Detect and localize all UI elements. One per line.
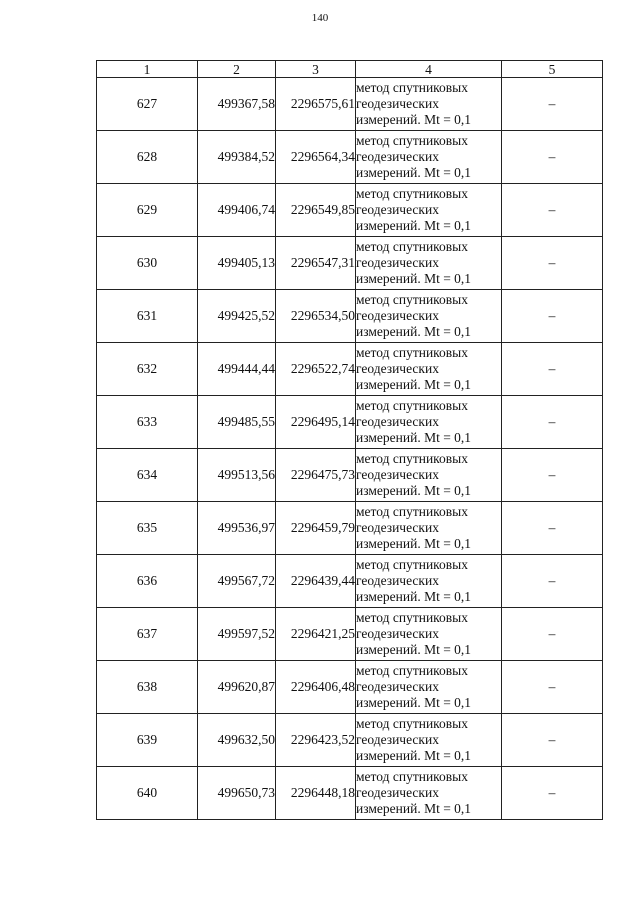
y-coordinate-cell: 2296421,25: [276, 608, 356, 661]
method-text-line: метод спутниковых: [356, 557, 468, 572]
y-coordinate-cell: 2296423,52: [276, 714, 356, 767]
point-number-cell: 637: [97, 608, 198, 661]
method-text-line: метод спутниковых: [356, 133, 468, 148]
table-body: [97, 78, 603, 820]
note-cell: –: [502, 661, 603, 714]
table-row: [97, 449, 603, 502]
x-coordinate-cell: 499444,44: [198, 343, 276, 396]
y-coordinate-cell: 2296564,34: [276, 131, 356, 184]
method-text-line: метод спутниковых: [356, 504, 468, 519]
method-text-line: геодезических: [356, 149, 439, 164]
y-coordinate-cell: 2296575,61: [276, 78, 356, 131]
method-text-line: метод спутниковых: [356, 769, 468, 784]
point-number-cell: 633: [97, 396, 198, 449]
x-coordinate-cell: 499620,87: [198, 661, 276, 714]
method-text-line: измерений. Mt = 0,1: [356, 642, 472, 657]
x-coordinate-cell: 499513,56: [198, 449, 276, 502]
note-cell: –: [502, 555, 603, 608]
point-number-cell: 634: [97, 449, 198, 502]
method-cell: [356, 449, 502, 502]
y-coordinate-cell: 2296522,74: [276, 343, 356, 396]
coordinates-table: [96, 60, 603, 820]
method-text-line: измерений. Mt = 0,1: [356, 271, 472, 286]
method-text-line: метод спутниковых: [356, 663, 468, 678]
header-col-2: 2: [198, 61, 276, 78]
method-text-line: метод спутниковых: [356, 398, 468, 413]
x-coordinate-cell: 499536,97: [198, 502, 276, 555]
note-cell: –: [502, 502, 603, 555]
y-coordinate-cell: 2296475,73: [276, 449, 356, 502]
point-number-cell: 628: [97, 131, 198, 184]
point-number-cell: 632: [97, 343, 198, 396]
method-text-line: геодезических: [356, 520, 439, 535]
point-number-cell: 640: [97, 767, 198, 820]
method-text-line: геодезических: [356, 414, 439, 429]
method-text-line: метод спутниковых: [356, 610, 468, 625]
y-coordinate-cell: 2296534,50: [276, 290, 356, 343]
x-coordinate-cell: 499384,52: [198, 131, 276, 184]
table-row: [97, 290, 603, 343]
method-text-line: метод спутниковых: [356, 80, 468, 95]
method-text-line: измерений. Mt = 0,1: [356, 695, 472, 710]
method-text-line: геодезических: [356, 785, 439, 800]
x-coordinate-cell: 499650,73: [198, 767, 276, 820]
method-text-line: измерений. Mt = 0,1: [356, 483, 472, 498]
method-cell: [356, 661, 502, 714]
y-coordinate-cell: 2296406,48: [276, 661, 356, 714]
method-cell: [356, 396, 502, 449]
method-text-line: геодезических: [356, 361, 439, 376]
method-text-line: метод спутниковых: [356, 716, 468, 731]
note-cell: –: [502, 131, 603, 184]
x-coordinate-cell: 499597,52: [198, 608, 276, 661]
method-text-line: измерений. Mt = 0,1: [356, 536, 472, 551]
x-coordinate-cell: 499405,13: [198, 237, 276, 290]
x-coordinate-cell: 499567,72: [198, 555, 276, 608]
note-cell: –: [502, 714, 603, 767]
method-text-line: измерений. Mt = 0,1: [356, 112, 472, 127]
x-coordinate-cell: 499425,52: [198, 290, 276, 343]
note-cell: –: [502, 396, 603, 449]
table-header-row: [97, 61, 603, 78]
table-row: [97, 237, 603, 290]
point-number-cell: 630: [97, 237, 198, 290]
method-text-line: геодезических: [356, 732, 439, 747]
table-row: [97, 78, 603, 131]
table-row: [97, 714, 603, 767]
method-text-line: метод спутниковых: [356, 239, 468, 254]
table-row: [97, 608, 603, 661]
method-text-line: геодезических: [356, 679, 439, 694]
method-cell: [356, 131, 502, 184]
header-col-1: 1: [97, 61, 198, 78]
method-text-line: геодезических: [356, 255, 439, 270]
y-coordinate-cell: 2296547,31: [276, 237, 356, 290]
note-cell: –: [502, 449, 603, 502]
x-coordinate-cell: 499406,74: [198, 184, 276, 237]
point-number-cell: 638: [97, 661, 198, 714]
note-cell: –: [502, 608, 603, 661]
y-coordinate-cell: 2296459,79: [276, 502, 356, 555]
note-cell: –: [502, 78, 603, 131]
method-cell: [356, 343, 502, 396]
point-number-cell: 631: [97, 290, 198, 343]
method-text-line: метод спутниковых: [356, 451, 468, 466]
method-text-line: измерений. Mt = 0,1: [356, 589, 472, 604]
table-row: [97, 661, 603, 714]
y-coordinate-cell: 2296448,18: [276, 767, 356, 820]
method-text-line: измерений. Mt = 0,1: [356, 165, 472, 180]
method-cell: [356, 555, 502, 608]
point-number-cell: 627: [97, 78, 198, 131]
note-cell: –: [502, 767, 603, 820]
method-cell: [356, 608, 502, 661]
header-col-5: 5: [502, 61, 603, 78]
y-coordinate-cell: 2296439,44: [276, 555, 356, 608]
method-text-line: метод спутниковых: [356, 186, 468, 201]
header-col-4: 4: [356, 61, 502, 78]
x-coordinate-cell: 499485,55: [198, 396, 276, 449]
method-text-line: измерений. Mt = 0,1: [356, 430, 472, 445]
method-text-line: измерений. Mt = 0,1: [356, 218, 472, 233]
table-row: [97, 555, 603, 608]
table-row: [97, 343, 603, 396]
point-number-cell: 639: [97, 714, 198, 767]
method-text-line: измерений. Mt = 0,1: [356, 377, 472, 392]
table-row: [97, 502, 603, 555]
point-number-cell: 629: [97, 184, 198, 237]
y-coordinate-cell: 2296495,14: [276, 396, 356, 449]
method-cell: [356, 184, 502, 237]
method-cell: [356, 290, 502, 343]
y-coordinate-cell: 2296549,85: [276, 184, 356, 237]
method-text-line: метод спутниковых: [356, 292, 468, 307]
table-row: [97, 184, 603, 237]
method-cell: [356, 237, 502, 290]
method-text-line: геодезических: [356, 202, 439, 217]
method-text-line: измерений. Mt = 0,1: [356, 801, 472, 816]
method-cell: [356, 502, 502, 555]
note-cell: –: [502, 343, 603, 396]
table-row: [97, 396, 603, 449]
method-text-line: измерений. Mt = 0,1: [356, 748, 472, 763]
method-text-line: метод спутниковых: [356, 345, 468, 360]
method-cell: [356, 714, 502, 767]
method-text-line: геодезических: [356, 467, 439, 482]
method-text-line: геодезических: [356, 96, 439, 111]
method-cell: [356, 78, 502, 131]
x-coordinate-cell: 499632,50: [198, 714, 276, 767]
method-text-line: геодезических: [356, 626, 439, 641]
point-number-cell: 635: [97, 502, 198, 555]
point-number-cell: 636: [97, 555, 198, 608]
method-cell: [356, 767, 502, 820]
method-text-line: геодезических: [356, 308, 439, 323]
table-row: [97, 131, 603, 184]
x-coordinate-cell: 499367,58: [198, 78, 276, 131]
note-cell: –: [502, 184, 603, 237]
note-cell: –: [502, 237, 603, 290]
method-text-line: измерений. Mt = 0,1: [356, 324, 472, 339]
header-col-3: 3: [276, 61, 356, 78]
page-number: 140: [311, 12, 329, 24]
note-cell: –: [502, 290, 603, 343]
table-row: [97, 767, 603, 820]
method-text-line: геодезических: [356, 573, 439, 588]
